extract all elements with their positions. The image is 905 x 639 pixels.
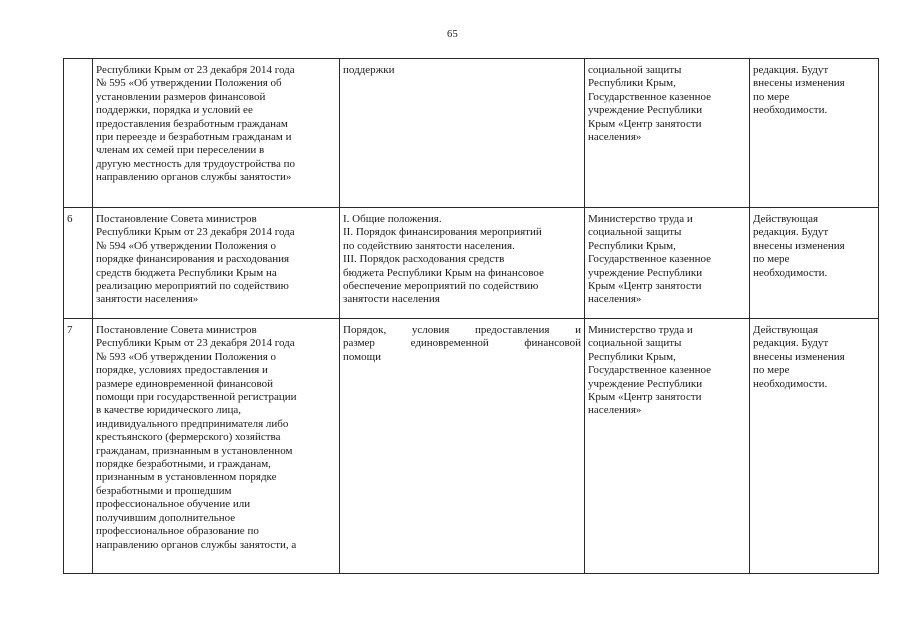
note-line: необходимости.: [753, 377, 828, 390]
sections-cell: [340, 59, 585, 208]
document-title-line: поддержки, порядка и условий ее: [96, 104, 253, 117]
sections-cell: [340, 208, 585, 319]
document-title-line: № 595 «Об утверждении Положения об: [96, 77, 282, 90]
organization-cell: [585, 208, 750, 319]
document-title-cell: [93, 319, 340, 574]
document-title-line: установлении размеров финансовой: [96, 90, 266, 103]
note-line: редакция. Будут: [753, 226, 829, 239]
section-line: бюджета Республики Крым на финансовое: [343, 266, 544, 279]
note-line: редакция. Будут: [753, 64, 829, 76]
note-cell: [750, 319, 879, 574]
section-word: финансовой: [524, 337, 581, 350]
section-word: предоставления: [475, 324, 550, 336]
legal-acts-table: [63, 58, 879, 574]
organization-line: Республики Крым,: [588, 239, 676, 252]
organization-line: Крым «Центр занятости: [588, 391, 702, 404]
organization-line: учреждение Республики: [588, 104, 703, 117]
organization-line: Крым «Центр занятости: [588, 117, 702, 130]
table-row: [64, 319, 879, 574]
document-title-line: гражданам, признанным в установленном: [96, 444, 293, 457]
document-title-line: № 594 «Об утверждении Положения о: [96, 239, 277, 252]
note-line: внесены изменения: [753, 239, 845, 252]
document-title-line: Постановление Совета министров: [96, 213, 257, 225]
table-row: [64, 59, 879, 208]
document-title-line: признанным в установленном порядке: [96, 471, 277, 484]
document-title-line: профессиональное обучение или: [96, 498, 251, 511]
document-title-line: получившим дополнительное: [96, 511, 236, 524]
note-line: по мере: [753, 90, 790, 103]
document-title-line: реализацию мероприятий по содействию: [96, 280, 289, 293]
row-number-cell: 6: [64, 208, 93, 319]
organization-line: Республики Крым,: [588, 350, 676, 363]
note-line: внесены изменения: [753, 77, 845, 90]
organization-line: социальной защиты: [588, 64, 682, 76]
document-title-line: Республики Крым от 23 декабря 2014 года: [96, 226, 295, 239]
organization-line: населения»: [588, 131, 642, 144]
section-word: единовременной: [410, 337, 489, 350]
organization-line: Крым «Центр занятости: [588, 280, 702, 293]
organization-cell: [585, 319, 750, 574]
document-title-line: направлению органов службы занятости, а: [96, 538, 297, 551]
document-title-line: при переезде и безработным гражданам и: [96, 131, 292, 144]
sections-cell: [340, 319, 585, 574]
note-line: внесены изменения: [753, 350, 845, 363]
document-title-line: членам их семей при переселении в: [96, 144, 265, 157]
note-cell: [750, 59, 879, 208]
organization-line: населения»: [588, 293, 642, 306]
section-word: Порядок,: [343, 324, 387, 336]
note-line: по мере: [753, 364, 790, 377]
organization-cell: [585, 59, 750, 208]
section-line: по содействию занятости населения.: [343, 239, 515, 252]
organization-line: учреждение Республики: [588, 377, 703, 390]
organization-line: Министерство труда и: [588, 324, 693, 336]
document-title-cell: [93, 208, 340, 319]
document-title-line: другую местность для трудоустройства по: [96, 157, 295, 170]
page-number: 65: [447, 29, 458, 40]
document-title-line: Республики Крым от 23 декабря 2014 года: [96, 64, 295, 76]
document-title-line: размере единовременной финансовой: [96, 377, 274, 390]
section-line: поддержки: [343, 64, 395, 76]
note-line: Действующая: [753, 213, 819, 225]
document-title-line: в качестве юридического лица,: [96, 404, 242, 417]
section-line: II. Порядок финансирования мероприятий: [343, 226, 542, 239]
document-title-line: средств бюджета Республики Крым на: [96, 266, 277, 279]
note-line: необходимости.: [753, 104, 828, 117]
document-title-line: Республики Крым от 23 декабря 2014 года: [96, 337, 295, 350]
section-justified-line: [343, 324, 581, 337]
section-word: и: [575, 324, 581, 336]
note-cell: [750, 208, 879, 319]
organization-line: Государственное казенное: [588, 90, 712, 103]
organization-line: социальной защиты: [588, 337, 682, 350]
section-line: I. Общие положения.: [343, 213, 442, 225]
row-number-cell: [64, 59, 93, 208]
document-title-line: профессиональное образование по: [96, 525, 259, 538]
document-title-line: направлению органов службы занятости»: [96, 171, 292, 184]
document-title-line: крестьянского (фермерского) хозяйства: [96, 431, 281, 444]
document-title-line: безработными и прошедшим: [96, 484, 232, 497]
section-line: занятости населения: [343, 293, 440, 306]
document-title-line: порядке финансирования и расходования: [96, 253, 290, 266]
document-title-line: индивидуального предпринимателя либо: [96, 417, 289, 430]
document-title-line: занятости населения»: [96, 293, 199, 306]
organization-line: Республики Крым,: [588, 77, 676, 90]
note-line: необходимости.: [753, 266, 828, 279]
table-row: [64, 208, 879, 319]
note-line: редакция. Будут: [753, 337, 829, 350]
section-line: обеспечение мероприятий по содействию: [343, 280, 539, 293]
document-title-line: № 593 «Об утверждении Положения о: [96, 350, 277, 363]
document-title-cell: [93, 59, 340, 208]
organization-line: социальной защиты: [588, 226, 682, 239]
organization-line: Государственное казенное: [588, 364, 712, 377]
organization-line: Государственное казенное: [588, 253, 712, 266]
section-justified-line: [343, 337, 581, 350]
organization-line: учреждение Республики: [588, 266, 703, 279]
section-word: условия: [411, 324, 450, 336]
document-title-line: порядке безработными, и гражданам,: [96, 458, 271, 471]
section-word: размер: [343, 337, 375, 350]
row-number-cell: 7: [64, 319, 93, 574]
section-line: III. Порядок расходования средств: [343, 253, 505, 266]
organization-line: Министерство труда и: [588, 213, 693, 225]
document-title-line: Постановление Совета министров: [96, 324, 257, 336]
note-line: Действующая: [753, 324, 819, 336]
document-title-line: порядке, условиях предоставления и: [96, 364, 268, 377]
organization-line: населения»: [588, 404, 642, 417]
document-title-line: помощи при государственной регистрации: [96, 391, 297, 404]
section-line: помощи: [343, 350, 381, 363]
document-title-line: предоставления безработным гражданам: [96, 117, 288, 130]
note-line: по мере: [753, 253, 790, 266]
